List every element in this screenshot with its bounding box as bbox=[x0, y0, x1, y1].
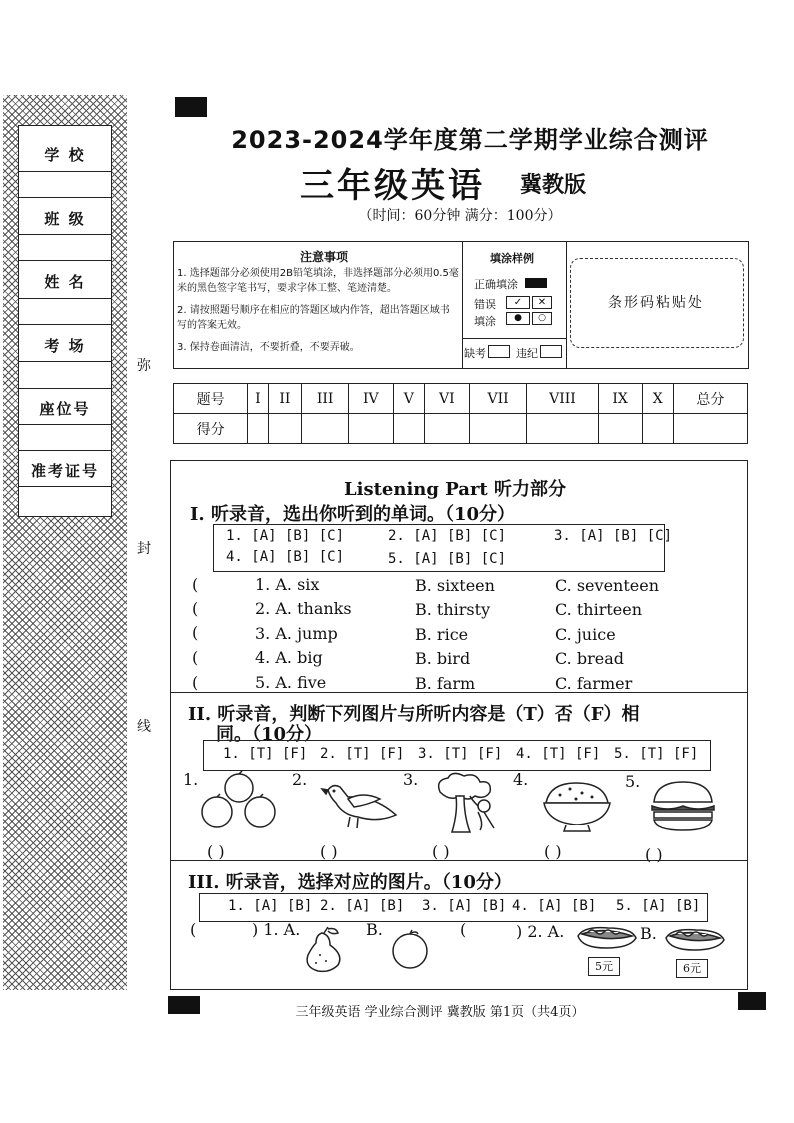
pic-num-2: 2. bbox=[292, 770, 308, 789]
score-cell[interactable] bbox=[268, 414, 302, 444]
field-exam-id: 准考证号 bbox=[30, 462, 99, 480]
tf-paren-3: ( ) bbox=[432, 842, 450, 861]
q4-a: 4. A. big bbox=[255, 648, 323, 667]
exam-year-title: 2023-2024学年度第二学期学业综合测评 bbox=[231, 126, 709, 154]
notice-item-2: 2. 请按照题号顺序在相应的答题区域内作答，超出答题区域书写的答案无效。 bbox=[177, 305, 450, 331]
price-tag-b: 6元 bbox=[676, 959, 708, 978]
filled-sample-icon bbox=[525, 278, 547, 288]
q3-c: C. juice bbox=[555, 625, 616, 644]
q5-c: C. farmer bbox=[555, 674, 633, 693]
score-cell[interactable] bbox=[642, 414, 673, 444]
dot-sample-icon: ● bbox=[506, 312, 530, 325]
paren-5: ( bbox=[192, 673, 199, 692]
circle-sample-icon: ○ bbox=[532, 312, 552, 325]
pear-icon bbox=[300, 925, 348, 973]
student-info-box bbox=[18, 125, 112, 517]
pic-num-3: 3. bbox=[403, 770, 419, 789]
section2-title-2: 同。（10分） bbox=[216, 724, 323, 745]
oranges-icon bbox=[198, 770, 280, 832]
score-value-label: 得分 bbox=[174, 414, 248, 444]
q1-b: B. sixteen bbox=[415, 576, 495, 595]
answer-bubble-5[interactable]: 5. [A] [B] [C] bbox=[388, 551, 507, 567]
paren-4: ( bbox=[192, 648, 199, 667]
q1-a: 1. A. six bbox=[255, 575, 320, 594]
ab-bubble-3[interactable]: 3. [A] [B] bbox=[422, 898, 507, 914]
paren-1: ( bbox=[192, 575, 199, 594]
score-col: III bbox=[302, 384, 349, 414]
ab-bubble-4[interactable]: 4. [A] [B] bbox=[512, 898, 597, 914]
answer-bubble-3[interactable]: 3. [A] [B] [C] bbox=[554, 528, 673, 544]
pic-num-5: 5. bbox=[625, 772, 641, 791]
ab-bubble-2[interactable]: 2. [A] [B] bbox=[320, 898, 405, 914]
wrong-fill-label: 错误 bbox=[474, 298, 496, 311]
score-cell[interactable] bbox=[302, 414, 349, 444]
score-col-total: 总分 bbox=[673, 384, 747, 414]
corner-marker-bottom-left bbox=[168, 996, 200, 1014]
score-col: I bbox=[248, 384, 268, 414]
score-cell[interactable] bbox=[527, 414, 598, 444]
tf-paren-4: ( ) bbox=[544, 842, 562, 861]
hotdog-a-icon bbox=[574, 920, 640, 956]
score-col: VIII bbox=[527, 384, 598, 414]
score-table bbox=[173, 383, 748, 444]
q4-c: C. bread bbox=[555, 649, 624, 668]
score-header-label: 题号 bbox=[174, 384, 248, 414]
q1-paren-open: ( bbox=[190, 920, 197, 939]
absent-box[interactable] bbox=[488, 345, 510, 358]
section1-title: I. 听录音，选出你听到的单词。（10分） bbox=[190, 504, 516, 525]
tf-paren-5: ( ) bbox=[645, 845, 663, 864]
answer-bubble-2[interactable]: 2. [A] [B] [C] bbox=[388, 528, 507, 544]
wrong-fill-label-2: 填涂 bbox=[474, 315, 496, 328]
score-cell[interactable] bbox=[349, 414, 394, 444]
score-col: X bbox=[642, 384, 673, 414]
seal-char-1: 弥 bbox=[137, 358, 151, 374]
tree-monkey-icon bbox=[430, 772, 508, 834]
score-row-header bbox=[174, 384, 748, 414]
s3-q1-b: B. bbox=[366, 920, 383, 939]
tf-bubble-4[interactable]: 4. [T] [F] bbox=[516, 746, 601, 762]
score-col: II bbox=[268, 384, 302, 414]
score-cell[interactable] bbox=[598, 414, 642, 444]
sample-title: 填涂样例 bbox=[490, 252, 534, 265]
score-col: V bbox=[393, 384, 424, 414]
seal-char-2: 封 bbox=[137, 541, 151, 557]
s3-q2: ) 2. A. bbox=[516, 922, 565, 941]
q4-b: B. bird bbox=[415, 649, 471, 668]
field-seat: 座位号 bbox=[39, 400, 91, 418]
q2-paren-open: ( bbox=[460, 920, 467, 939]
score-col: VI bbox=[425, 384, 470, 414]
score-col: IV bbox=[349, 384, 394, 414]
corner-marker-bottom-right bbox=[738, 992, 766, 1010]
field-class: 班 级 bbox=[44, 210, 86, 228]
barcode-label: 条形码粘贴处 bbox=[608, 295, 704, 311]
exam-subject-title: 三年级英语 bbox=[300, 166, 485, 206]
score-col: IX bbox=[598, 384, 642, 414]
hotdog-b-icon bbox=[662, 922, 728, 958]
edition-label: 冀教版 bbox=[520, 172, 587, 198]
section2-title: II. 听录音，判断下列图片与所听内容是（T）否（F）相 bbox=[188, 704, 640, 725]
hamburger-icon bbox=[648, 780, 718, 832]
ab-bubble-1[interactable]: 1. [A] [B] bbox=[228, 898, 313, 914]
rice-bowl-icon bbox=[540, 775, 614, 835]
ab-bubble-5[interactable]: 5. [A] [B] bbox=[616, 898, 701, 914]
q2-b: B. thirsty bbox=[415, 600, 491, 619]
bird-icon bbox=[318, 775, 400, 830]
answer-bubble-1[interactable]: 1. [A] [B] [C] bbox=[226, 528, 345, 544]
orange-icon bbox=[388, 928, 432, 970]
answer-bubble-4[interactable]: 4. [A] [B] [C] bbox=[226, 549, 345, 565]
seal-char-3: 线 bbox=[137, 719, 151, 735]
cross-sample-icon: ✕ bbox=[532, 296, 552, 309]
q5-b: B. farm bbox=[415, 674, 476, 693]
q3-b: B. rice bbox=[415, 625, 469, 644]
field-school: 学 校 bbox=[44, 146, 86, 164]
score-cell[interactable] bbox=[248, 414, 268, 444]
pic-num-1: 1. bbox=[183, 770, 199, 789]
time-score-info: （时间：60分钟 满分：100分） bbox=[358, 208, 562, 224]
score-cell-total[interactable] bbox=[673, 414, 747, 444]
score-cell[interactable] bbox=[393, 414, 424, 444]
listening-title: Listening Part 听力部分 bbox=[343, 479, 567, 500]
s3-q1: ) 1. A. bbox=[252, 920, 301, 939]
paren-2: ( bbox=[192, 599, 199, 618]
tf-paren-2: ( ) bbox=[320, 842, 338, 861]
q5-a: 5. A. five bbox=[255, 673, 327, 692]
section3-title: III. 听录音，选择对应的图片。（10分） bbox=[188, 872, 512, 893]
q2-c: C. thirteen bbox=[555, 600, 643, 619]
page-footer: 三年级英语 学业综合测评 冀教版 第1页（共4页） bbox=[295, 1005, 585, 1020]
score-col: VII bbox=[469, 384, 527, 414]
q3-a: 3. A. jump bbox=[255, 624, 338, 643]
tf-bubble-5[interactable]: 5. [T] [F] bbox=[614, 746, 699, 762]
violation-box[interactable] bbox=[540, 345, 562, 358]
field-name: 姓 名 bbox=[44, 273, 86, 291]
q1-c: C. seventeen bbox=[555, 576, 660, 595]
score-cell[interactable] bbox=[469, 414, 527, 444]
field-exam-room: 考 场 bbox=[44, 337, 86, 355]
pic-num-4: 4. bbox=[513, 770, 529, 789]
notice-item-3: 3. 保持卷面清洁，不要折叠，不要弄破。 bbox=[177, 342, 360, 353]
score-cell[interactable] bbox=[425, 414, 470, 444]
paren-3: ( bbox=[192, 623, 199, 642]
correct-fill-label: 正确填涂 bbox=[474, 278, 518, 291]
tf-paren-1: ( ) bbox=[207, 842, 225, 861]
tf-bubble-3[interactable]: 3. [T] [F] bbox=[418, 746, 503, 762]
q2-a: 2. A. thanks bbox=[255, 599, 352, 618]
corner-marker-top bbox=[175, 97, 207, 117]
notice-item-1: 1. 选择题部分必须使用2B铅笔填涂，非选择题部分必须用0.5毫米的黑色签字笔书写，要求字体工整、笔迹清楚。 bbox=[177, 268, 459, 294]
violation-label: 违纪 bbox=[516, 347, 538, 360]
price-tag-a: 5元 bbox=[588, 957, 620, 976]
check-sample-icon: ✓ bbox=[506, 296, 530, 309]
s3-q2-b: B. bbox=[640, 924, 657, 943]
absent-label: 缺考 bbox=[464, 347, 486, 360]
tf-bubble-2[interactable]: 2. [T] [F] bbox=[320, 746, 405, 762]
notice-title: 注意事项 bbox=[300, 250, 349, 264]
score-row-values bbox=[174, 414, 748, 444]
tf-bubble-1[interactable]: 1. [T] [F] bbox=[223, 746, 308, 762]
